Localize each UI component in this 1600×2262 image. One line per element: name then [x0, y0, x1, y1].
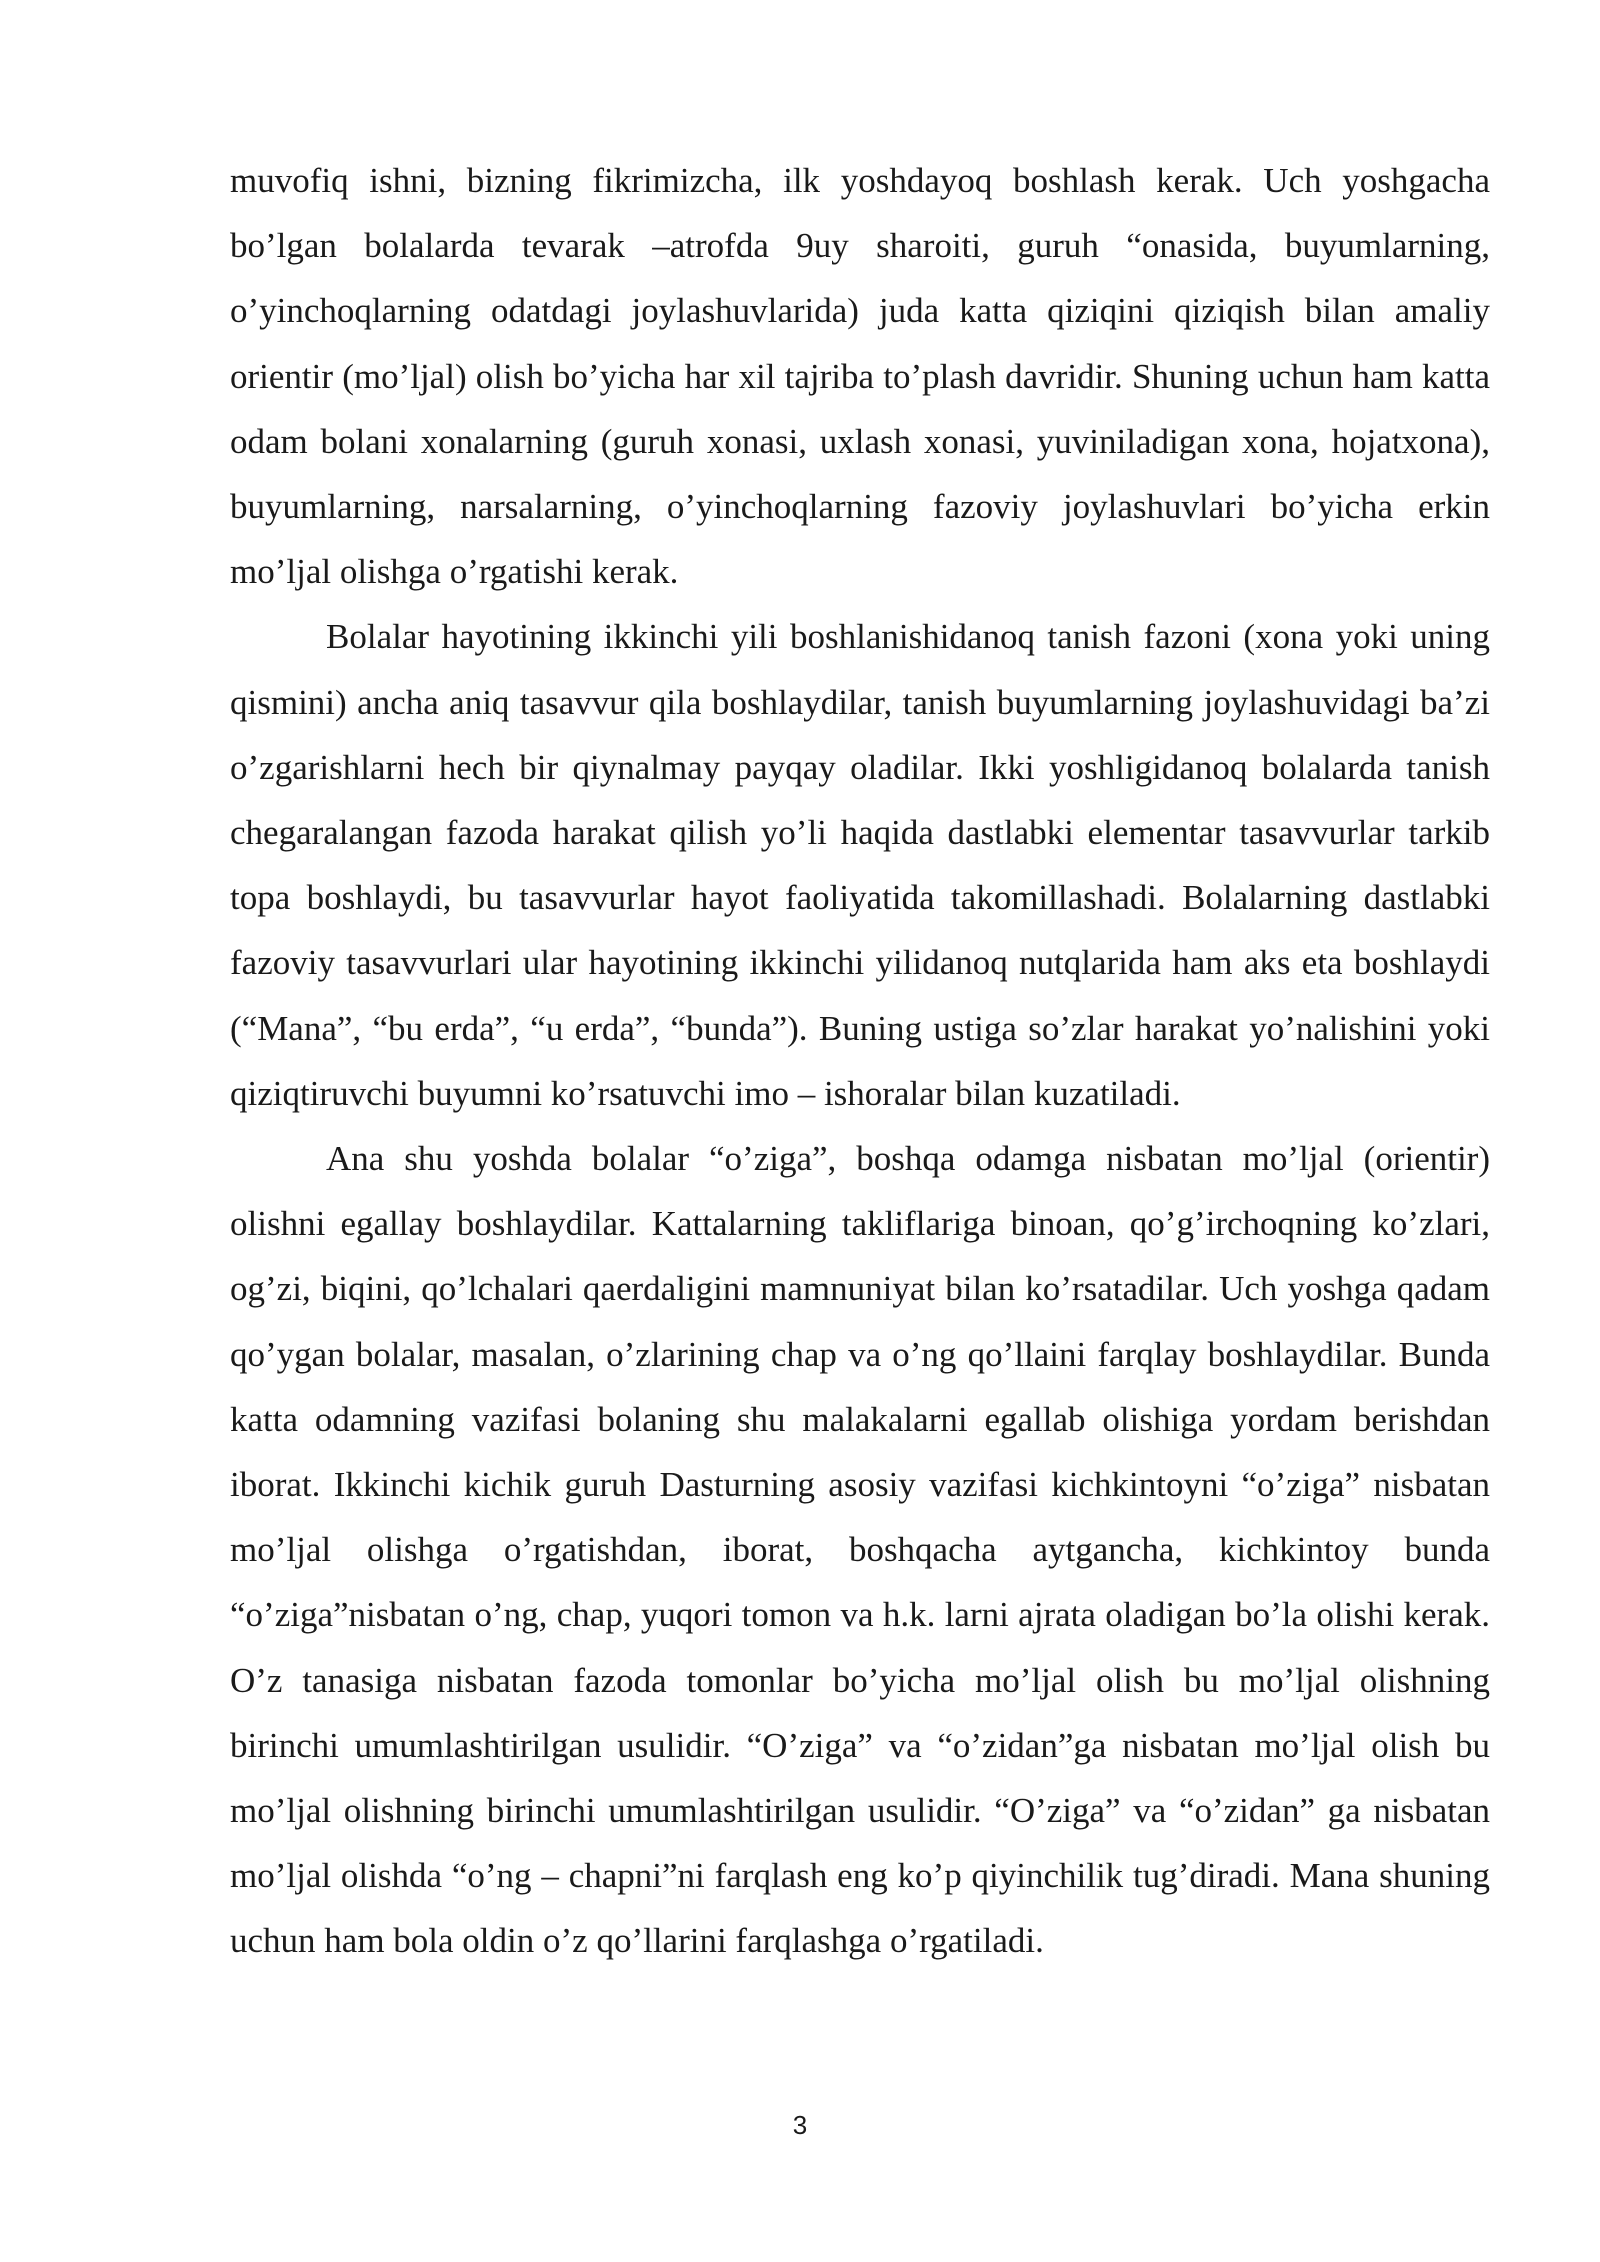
paragraph-1: muvofiq ishni, bizning fikrimizcha, ilk yoshdayoq boshlash kerak. Uch yoshgacha bo’lgan bolalarda tevarak –atrofda 9uy sharoiti, guruh “onasida, buyumlarning, o’yinchoqlarning odatdagi joylashuvlarida) juda katta qiziqini qiziqish bilan amaliy orientir (mo’ljal) olish bo’yicha har xil tajriba to’plash davridir. Shuning uchun ham katta odam bolani xonalarning (guruh xonasi, uxlash xonasi, yuviniladigan xona, hojatxona), buyumlarning, narsalarning, o’yinchoqlarning fazoviy joylashuvlari bo’yicha erkin mo’ljal olishga o’rgatishi kerak.: [230, 161, 1490, 592]
paragraph-2: Bolalar hayotining ikkinchi yili boshlanishidanoq tanish fazoni (xona yoki uning qismini) ancha aniq tasavvur qila boshlaydilar, tanish buyumlarning joylashuvidagi ba’zi o’zgarishlarni hech bir qiynalmay payqay oladilar. Ikki yoshligidanoq bolalarda tanish chegaralangan fazoda harakat qilish yo’li haqida dastlabki elementar tasavvurlar tarkib topa boshlaydi, bu tasavvurlar hayot faoliyatida takomillashadi. Bolalarning dastlabki fazoviy tasavvurlari ular hayotining ikkinchi yilidanoq nutqlarida ham aks eta boshlaydi (“Mana”, “bu erda”, “u erda”, “bunda”). Buning ustiga so’zlar harakat yo’nalishini yoki qiziqtiruvchi buyumni ko’rsatuvchi imo – ishoralar bilan kuzatiladi.: [230, 617, 1490, 1113]
document-body: [230, 148, 1490, 1974]
paragraph-3: Ana shu yoshda bolalar “o’ziga”, boshqa odamga nisbatan mo’ljal (orientir) olishni egallay boshlaydilar. Kattalarning takliflariga binoan, qo’g’irchoqning ko’zlari, og’zi, biqini, qo’lchalari qaerdaligini mamnuniyat bilan ko’rsatadilar. Uch yoshga qadam qo’ygan bolalar, masalan, o’zlarining chap va o’ng qo’llaini farqlay boshlaydilar. Bunda katta odamning vazifasi bolaning shu malakalarni egallab olishiga yordam berishdan iborat. Ikkinchi kichik guruh Dasturning asosiy vazifasi kichkintoyni “o’ziga” nisbatan mo’ljal olishga o’rgatishdan, iborat, boshqacha aytgancha, kichkintoy bunda “o’ziga”nisbatan o’ng, chap, yuqori tomon va h.k. larni ajrata oladigan bo’la olishi kerak. O’z tanasiga nisbatan fazoda tomonlar bo’yicha mo’ljal olish bu mo’ljal olishning birinchi umumlashtirilgan usulidir. “O’ziga” va “o’zidan”ga nisbatan mo’ljal olish bu mo’ljal olishning birinchi umumlashtirilgan usulidir. “O’ziga” va “o’zidan” ga nisbatan mo’ljal olishda “o’ng – chapni”ni farqlash eng ko’p qiyinchilik tug’diradi. Mana shuning uchun ham bola oldin o’z qo’llarini farqlashga o’rgatiladi.: [230, 1139, 1490, 1961]
page-number: 3: [792, 2110, 808, 2140]
